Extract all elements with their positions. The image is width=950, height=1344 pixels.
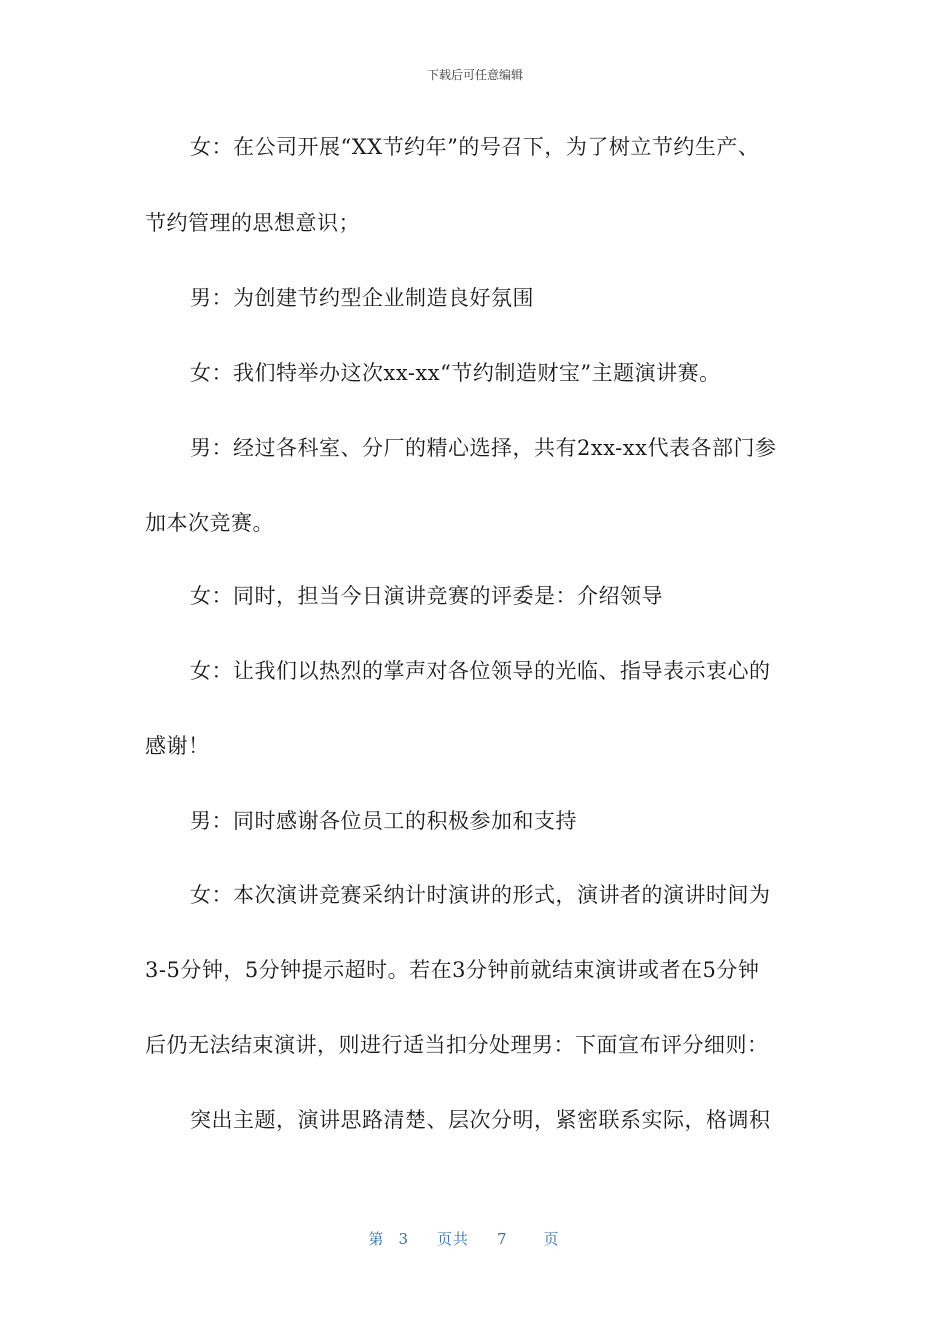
footer-total-pages: 7: [497, 1230, 508, 1248]
paragraph-line: 男：经过各科室、分厂的精心选择，共有2xx-xx代表各部门参: [190, 436, 777, 460]
paragraph-line: 男：同时感谢各位员工的积极参加和支持: [190, 809, 577, 833]
paragraph-line: 节约管理的思想意识；: [145, 211, 360, 235]
footer-prefix: 第: [368, 1230, 385, 1248]
paragraph-line: 女：我们特举办这次xx-xx“节约制造财宝”主题演讲赛。: [190, 361, 721, 385]
paragraph-line: 加本次竞赛。: [145, 511, 274, 535]
paragraph-line: 女：本次演讲竞赛采纳计时演讲的形式，演讲者的演讲时间为: [190, 883, 771, 907]
paragraph-line: 3-5分钟，5分钟提示超时。若在3分钟前就结束演讲或者在5分钟: [145, 958, 760, 982]
paragraph-line: 女：让我们以热烈的掌声对各位领导的光临、指导表示衷心的: [190, 659, 771, 683]
footer-current-page: 3: [398, 1230, 409, 1248]
page-footer: [0, 1228, 950, 1249]
paragraph-line: 男：为创建节约型企业制造良好氛围: [190, 286, 534, 310]
page-header: 下载后可任意编辑: [426, 68, 523, 82]
footer-suffix: 页: [543, 1230, 560, 1248]
paragraph-line: 感谢！: [145, 734, 210, 758]
paragraph-line: 突出主题，演讲思路清楚、层次分明，紧密联系实际，格调积: [190, 1108, 771, 1132]
paragraph-line: 女：同时，担当今日演讲竞赛的评委是：介绍领导: [190, 584, 663, 608]
paragraph-line: 女：在公司开展“XX节约年”的号召下，为了树立节约生产、: [190, 135, 760, 159]
footer-middle: 页共: [436, 1230, 469, 1248]
paragraph-line: 后仍无法结束演讲，则进行适当扣分处理男：下面宣布评分细则：: [145, 1033, 769, 1057]
